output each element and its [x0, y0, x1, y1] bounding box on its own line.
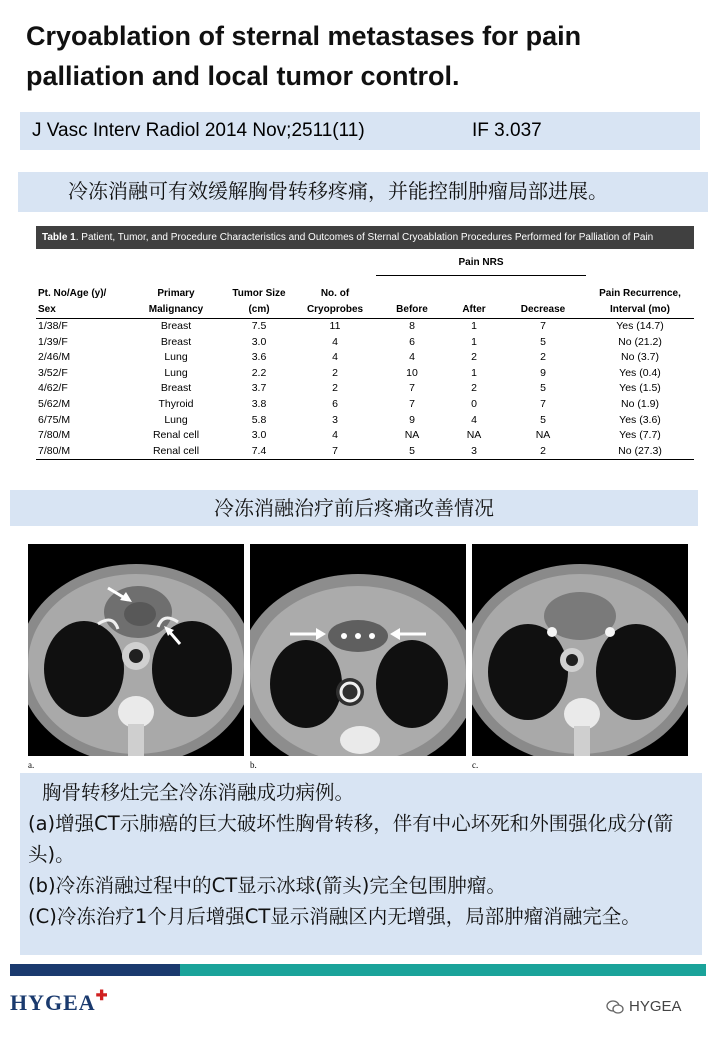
table-cell: Breast — [160, 335, 192, 348]
table-cell: 2/46/M — [38, 351, 71, 364]
table-cell: 4 — [471, 413, 477, 426]
table-cell: 4 — [332, 335, 338, 348]
table-caption — [36, 226, 694, 249]
table-cell: 7.4 — [224, 444, 294, 460]
table-cell: 2 — [332, 366, 338, 379]
slide-title — [26, 16, 706, 96]
table-cell: 7 — [540, 397, 546, 410]
table-cell: 6 — [409, 335, 415, 348]
arrow-icon — [250, 544, 466, 756]
footer-band-dark — [10, 964, 180, 976]
table-cell: 1 — [471, 320, 477, 332]
table-cell: 5/62/M — [38, 397, 71, 410]
summary-box: 冷冻消融可有效缓解胸骨转移疼痛，并能控制肿瘤局部进展。 — [18, 172, 708, 212]
cross-icon: ✚ — [95, 989, 109, 1004]
description-line: 胸骨转移灶完全冷冻消融成功病例。 — [42, 781, 355, 804]
table-caption-text: . Patient, Tumor, and Procedure Characteristics and Outcomes of Sternal Cryoablation Procedures Performed for Palliation of Pain — [75, 232, 654, 243]
table-cell: 1/38/F — [38, 320, 68, 332]
table-row — [36, 397, 694, 413]
table-cell: 0 — [471, 397, 477, 410]
image-label-c: c. — [472, 760, 479, 770]
table-cell: Thyroid — [158, 397, 194, 410]
column-header: Decrease — [500, 276, 586, 319]
arrow-icon — [28, 544, 244, 756]
column-header: Pain Recurrence, Interval (mo) — [586, 276, 694, 319]
table-cell: 5 — [540, 413, 546, 426]
column-header: Pt. No/Age (y)/ Sex — [36, 276, 128, 319]
table-cell: Yes (0.4) — [619, 366, 661, 379]
table-row — [36, 366, 694, 382]
table-row — [36, 428, 694, 444]
citation-text: J Vasc Interv Radiol 2014 Nov;2511(11) — [32, 120, 365, 141]
column-header: Before — [376, 276, 448, 319]
citation-bar — [20, 112, 700, 150]
table-cell: No (3.7) — [621, 351, 659, 364]
ct-image-b — [250, 544, 466, 756]
table-caption-label: Table 1 — [42, 232, 76, 243]
table-cell: No (21.2) — [618, 335, 662, 348]
table-cell: 2 — [500, 444, 586, 460]
footer-band-teal — [180, 964, 706, 976]
table-cell: Yes (1.5) — [619, 382, 661, 395]
table-cell: 4 — [332, 429, 338, 442]
table-cell: 5 — [376, 444, 448, 460]
table-cell: 2 — [332, 382, 338, 395]
column-header: Primary Malignancy — [128, 276, 224, 319]
table-cell: 1/39/F — [38, 335, 68, 348]
column-header: After — [448, 276, 500, 319]
table-cell: 7 — [409, 382, 415, 395]
table-cell: 3 — [448, 444, 500, 460]
image-label-b: b. — [250, 760, 257, 770]
table-cell: 7/80/M — [36, 444, 128, 460]
table-cell: No (27.3) — [586, 444, 694, 460]
ct-image-row — [28, 544, 688, 776]
table-cell: 7 — [409, 397, 415, 410]
table-cell: 2 — [471, 351, 477, 364]
description-line: (C)冷冻治疗1个月后增强CT显示消融区内无增强，局部肿瘤消融完全。 — [28, 905, 641, 928]
impact-factor: IF 3.037 — [472, 120, 542, 141]
ct-image-c — [472, 544, 688, 756]
table-cell: 4 — [409, 351, 415, 364]
table-cell: 5 — [540, 382, 546, 395]
results-table — [36, 226, 694, 460]
table-cell: 3.8 — [251, 397, 267, 410]
title-line-1: Cryoablation of sternal metastases for pain — [26, 21, 582, 51]
table-cell: NA — [404, 429, 420, 442]
table-cell: 1 — [471, 366, 477, 379]
table-cell: Breast — [160, 382, 192, 395]
table-cell: 11 — [329, 320, 341, 332]
table-cell: 3/52/F — [38, 366, 68, 379]
table-cell: 8 — [409, 320, 415, 332]
table-cell: NA — [466, 429, 482, 442]
data-table — [36, 249, 694, 460]
table-cell: Yes (3.6) — [619, 413, 661, 426]
table-cell: 2 — [540, 351, 546, 364]
table-row — [36, 444, 694, 460]
pain-nrs-header: Pain NRS — [376, 249, 586, 276]
table-row — [36, 319, 694, 335]
table-cell: 6/75/M — [38, 413, 71, 426]
table-cell: 4 — [332, 351, 338, 364]
table-cell: 7 — [540, 320, 546, 332]
wechat-icon — [606, 1000, 624, 1014]
table-cell: 6 — [332, 397, 338, 410]
table-cell: Breast — [160, 320, 192, 332]
hygea-logo — [10, 990, 108, 1016]
table-cell: Renal cell — [152, 429, 200, 442]
table-cell: Yes (7.7) — [619, 429, 661, 442]
table-cell: 1 — [471, 335, 477, 348]
image-label-a: a. — [28, 760, 35, 770]
table-cell: 10 — [406, 366, 418, 379]
table-header-row — [36, 276, 694, 319]
table-cell: 7/80/M — [38, 429, 71, 442]
ct-image-a — [28, 544, 244, 756]
table-cell: Lung — [164, 413, 188, 426]
case-description — [20, 773, 702, 955]
title-line-2: palliation and local tumor control. — [26, 61, 460, 91]
table-cell: 9 — [409, 413, 415, 426]
table-row — [36, 350, 694, 366]
table-cell: 3.6 — [251, 351, 267, 364]
table-cell: Lung — [164, 351, 188, 364]
table-cell: NA — [535, 429, 551, 442]
wechat-watermark — [606, 998, 682, 1015]
table-cell: 3.0 — [251, 335, 267, 348]
table-row — [36, 413, 694, 429]
table-cell: 2 — [471, 382, 477, 395]
wechat-name: HYGEA — [629, 998, 682, 1015]
section-subheading: 冷冻消融治疗前后疼痛改善情况 — [10, 490, 698, 526]
table-cell: 5 — [540, 335, 546, 348]
description-line: (a)增强CT示肺癌的巨大破坏性胸骨转移，伴有中心坏死和外围强化成分(箭头)。 — [28, 812, 674, 866]
table-cell: 3.7 — [251, 382, 267, 395]
table-cell: 7 — [294, 444, 376, 460]
column-header: No. of Cryoprobes — [294, 276, 376, 319]
table-cell: Renal cell — [128, 444, 224, 460]
table-cell: No (1.9) — [621, 397, 659, 410]
table-cell: 2.2 — [251, 366, 267, 379]
table-cell: 7.5 — [251, 320, 267, 332]
logo-text: HYGEA — [10, 990, 96, 1015]
column-header: Tumor Size (cm) — [224, 276, 294, 319]
table-cell: Yes (14.7) — [616, 320, 664, 332]
table-cell: 3.0 — [251, 429, 267, 442]
description-line: (b)冷冻消融过程中的CT显示冰球(箭头)完全包围肿瘤。 — [28, 874, 506, 897]
table-row — [36, 335, 694, 351]
table-cell: 4/62/F — [38, 382, 68, 395]
table-cell: Lung — [164, 366, 188, 379]
table-cell: 5.8 — [251, 413, 267, 426]
table-cell: 9 — [540, 366, 546, 379]
table-row — [36, 381, 694, 397]
table-cell: 3 — [332, 413, 338, 426]
